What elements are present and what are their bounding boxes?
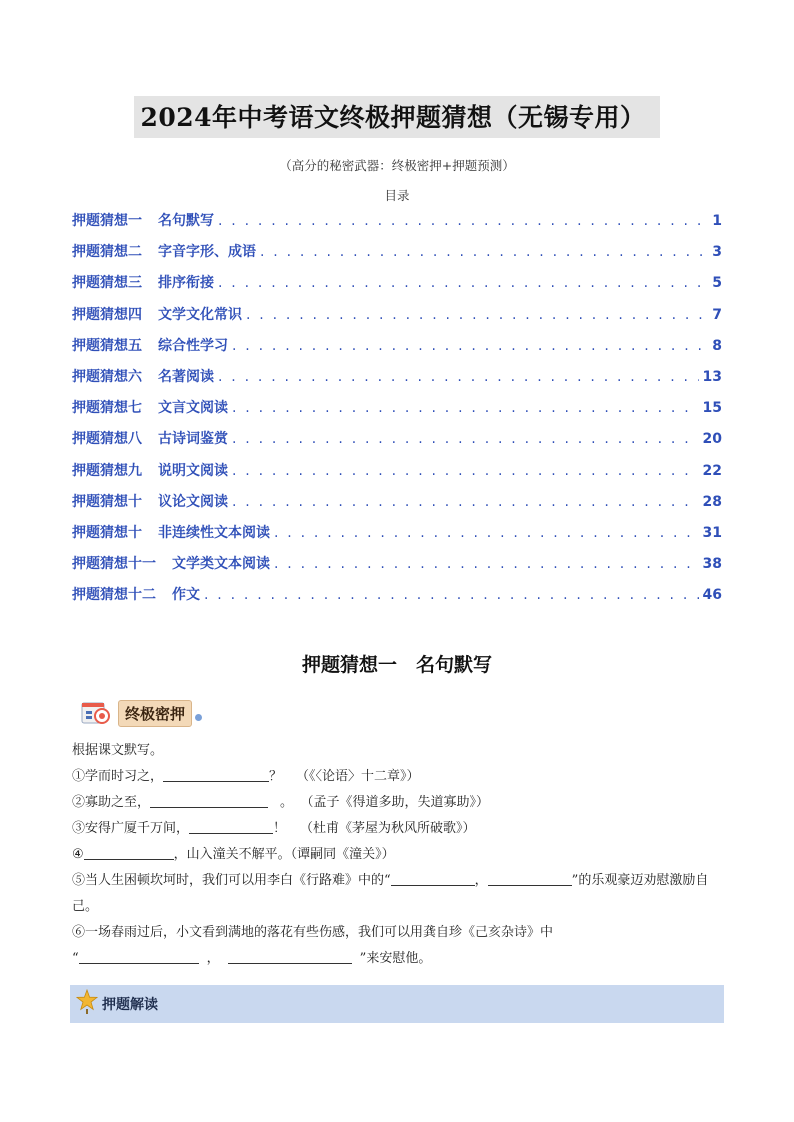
toc-topic: 文学文化常识 xyxy=(158,306,242,323)
toc-leader xyxy=(274,525,699,541)
toc-entry[interactable] xyxy=(72,272,722,303)
question-source: （杜甫《茅屋为秋风所破歌》） xyxy=(300,821,476,836)
toc-topic: 排序衔接 xyxy=(158,275,214,292)
toc-topic: 文言文阅读 xyxy=(158,400,228,417)
question-text: ？ xyxy=(269,769,283,784)
toc-label: 押题猜想九 xyxy=(72,462,142,479)
toc-page: 31 xyxy=(702,524,722,541)
toc-topic: 综合性学习 xyxy=(158,337,228,354)
toc-topic: 非连续性文本阅读 xyxy=(158,524,270,541)
toc-label: 押题猜想十 xyxy=(72,493,142,510)
toc-page: 22 xyxy=(702,462,722,479)
answer-blank[interactable] xyxy=(163,765,269,782)
toc-page: 5 xyxy=(712,275,722,292)
toc-page: 46 xyxy=(702,587,722,604)
jiedu-label: 押题解读 xyxy=(102,997,158,1013)
page-title: 2024年中考语文终极押题猜想（无锡专用） xyxy=(134,96,659,138)
toc-topic: 议论文阅读 xyxy=(158,493,228,510)
question-3 xyxy=(72,816,724,842)
toc-label: 押题猜想七 xyxy=(72,400,142,417)
toc-page: 8 xyxy=(712,337,722,354)
toc-entry[interactable] xyxy=(72,304,722,335)
question-text: ，山入潼关不解平。（谭嗣同《潼关》） xyxy=(173,847,395,862)
question-text: ”来安慰他。 xyxy=(359,951,432,966)
toc-entry[interactable] xyxy=(72,241,722,272)
toc-page: 28 xyxy=(702,493,722,510)
toc-leader xyxy=(218,275,708,291)
toc-page: 15 xyxy=(702,400,722,417)
question-text: ， xyxy=(474,873,488,888)
question-text: ②寡助之至， xyxy=(72,795,151,810)
toc-label: 押题猜想三 xyxy=(72,275,142,292)
toc-leader xyxy=(246,307,708,323)
star-icon xyxy=(76,989,98,1019)
question-text: ”的乐观豪迈劝慰激励自己。 xyxy=(72,873,709,914)
toc-label: 押题猜想十 xyxy=(72,524,142,541)
answer-blank[interactable] xyxy=(84,843,174,860)
toc-page: 38 xyxy=(702,556,722,573)
toc-label: 押题猜想十二 xyxy=(72,587,156,604)
question-text: ①学而时习之， xyxy=(72,769,164,784)
question-source: （《〈论语〉十二章》） xyxy=(296,769,420,784)
yati-jiedu-banner xyxy=(70,985,724,1023)
toc-entry[interactable] xyxy=(72,522,722,553)
toc-entry[interactable] xyxy=(72,366,722,397)
toc-page: 7 xyxy=(712,306,722,323)
toc-topic: 名句默写 xyxy=(158,213,214,229)
answer-blank[interactable] xyxy=(228,947,352,964)
section-title: 押题猜想一 名句默写 xyxy=(301,654,492,676)
toc-leader xyxy=(232,400,699,416)
question-source: （孟子《得道多助，失道寡助》） xyxy=(307,795,490,810)
toc-label: 押题猜想十一 xyxy=(72,556,156,573)
dot-icon xyxy=(195,714,202,721)
toc-entry[interactable] xyxy=(72,491,722,522)
question-text: ⑤当人生困顿坎坷时，我们可以用李白《行路难》中的“ xyxy=(72,873,391,888)
toc-entry[interactable] xyxy=(72,428,722,459)
title-wrap xyxy=(0,96,794,138)
toc-leader xyxy=(260,244,708,260)
toc-page: 13 xyxy=(702,368,722,385)
toc-leader xyxy=(232,463,699,479)
toc-label: 押题猜想五 xyxy=(72,337,142,354)
toc-entry[interactable] xyxy=(72,397,722,428)
question-5 xyxy=(72,868,724,920)
toc-entry[interactable] xyxy=(72,210,722,241)
answer-blank[interactable] xyxy=(79,947,199,964)
question-text: 。 xyxy=(280,795,294,810)
toc-label: 押题猜想六 xyxy=(72,368,142,385)
toc-leader xyxy=(232,431,699,447)
toc-entry[interactable] xyxy=(72,584,722,615)
toc-entry[interactable] xyxy=(72,460,722,491)
question-6: ⑥一场春雨过后，小文看到满地的落花有些伤感，我们可以用龚自珍《己亥杂诗》中 xyxy=(72,925,554,940)
toc-leader xyxy=(218,369,699,385)
question-6-blanks xyxy=(72,946,724,972)
toc-topic: 文学类文本阅读 xyxy=(172,556,270,573)
answer-blank[interactable] xyxy=(150,791,268,808)
toc-topic: 说明文阅读 xyxy=(158,462,228,479)
table-of-contents xyxy=(72,210,722,615)
badge-label: 终极密押 xyxy=(118,700,192,727)
toc-page: 3 xyxy=(712,244,722,261)
instruction: 根据课文默写。 xyxy=(72,743,164,758)
toc-topic: 名著阅读 xyxy=(158,368,214,385)
question-text: ！ xyxy=(273,821,287,836)
toc-entry[interactable] xyxy=(72,335,722,366)
answer-blank[interactable] xyxy=(488,869,572,886)
toc-entry[interactable] xyxy=(72,553,722,584)
question-4 xyxy=(72,842,724,868)
toc-label: 押题猜想二 xyxy=(72,244,142,261)
toc-label: 押题猜想四 xyxy=(72,306,142,323)
subtitle: （高分的秘密武器：终极密押+押题预测） xyxy=(279,158,515,173)
toc-page: 20 xyxy=(702,431,722,448)
toc-leader xyxy=(204,587,699,603)
question-2 xyxy=(72,790,724,816)
toc-leader xyxy=(274,556,699,572)
toc-topic: 古诗词鉴赏 xyxy=(158,431,228,448)
toc-page: 1 xyxy=(712,213,722,229)
question-text: ③安得广厦千万间， xyxy=(72,821,190,836)
toc-leader xyxy=(232,338,708,354)
question-text: ， xyxy=(206,951,220,966)
toc-topic: 字音字形、成语 xyxy=(158,244,256,261)
question-1 xyxy=(72,764,724,790)
question-body xyxy=(72,738,724,972)
answer-blank[interactable] xyxy=(391,869,475,886)
toc-label: 押题猜想一 xyxy=(72,213,142,229)
answer-blank[interactable] xyxy=(189,817,273,834)
toc-topic: 作文 xyxy=(172,587,200,604)
toc-leader xyxy=(232,494,699,510)
zhongji-miya-badge xyxy=(80,699,202,727)
toc-heading: 目录 xyxy=(384,188,410,203)
toc-label: 押题猜想八 xyxy=(72,431,142,448)
question-text: ④ xyxy=(72,847,84,862)
toc-leader xyxy=(218,213,708,229)
target-board-icon xyxy=(80,699,114,727)
question-text: “ xyxy=(72,951,79,966)
